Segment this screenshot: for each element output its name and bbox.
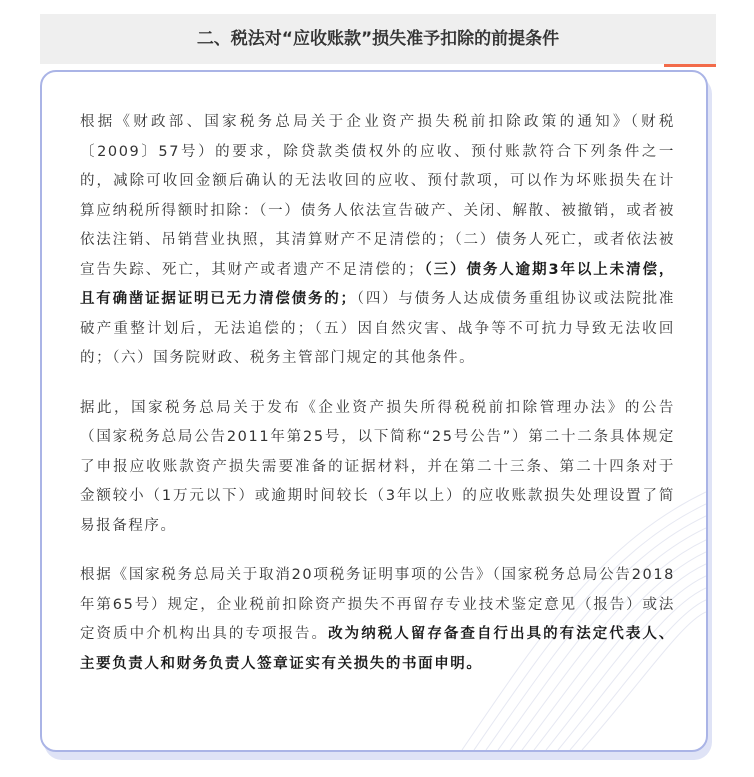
content-card — [40, 70, 708, 752]
paragraph-3 — [80, 561, 675, 679]
paragraph-1-text: 根据《财政部、国家税务总局关于企业资产损失税前扣除政策的通知》（财税〔2009〕57号）的要求，除贷款类债权外的应收、预付账款符合下列条件之一的，减除可收回金额后确认的无法收回的应收、预付款项，可以作为坏账损失在计算应纳税所得额时扣除：（一）债务人依法宣告破产、关闭、解散、被撤销，或者被依法注销、吊销营业执照，其清算财产不足清偿的；（二）债务人死亡，或者依法被宣告失踪、死亡，其财产或者遗产不足清偿的； — [80, 114, 675, 278]
paragraph-2 — [80, 394, 675, 542]
section-header — [40, 14, 716, 64]
paragraph-1 — [80, 108, 675, 374]
paragraph-1-bold: （三）债务人逾期3年以上未清偿，且有确凿证据证明已无力清偿债务的； — [80, 261, 675, 307]
header-accent-bar — [664, 64, 716, 67]
paragraph-3-bold: 改为纳税人留存备查自行出具的有法定代表人、主要负责人和财务负责人签章证实有关损失的书面申明。 — [80, 626, 676, 672]
section-title: 二、税法对“应收账款”损失准予扣除的前提条件 — [196, 29, 560, 49]
paragraph-3-text: 根据《国家税务总局关于取消20项税务证明事项的公告》（国家税务总局公告2018年第65号）规定，企业税前扣除资产损失不再留存专业技术鉴定意见（报告）或法定资质中介机构出具的专项报告。 — [80, 567, 675, 642]
paragraph-2-text: 据此，国家税务总局关于发布《企业资产损失所得税税前扣除管理办法》的公告（国家税务总局公告2011年第25号，以下简称“25号公告”）第二十二条具体规定了申报应收账款资产损失需要准备的证据材料，并在第二十三条、第二十四条对于金额较小（1万元以下）或逾期时间较长（3年以上）的应收账款损失处理设置了简易报备程序。 — [80, 399, 675, 534]
article-body — [80, 108, 675, 699]
paragraph-1-tail: （四）与债务人达成债务重组协议或法院批准破产重整计划后，无法追偿的；（五）因自然灾害、战争等不可抗力导致无法收回的；（六）国务院财政、税务主管部门规定的其他条件。 — [80, 291, 675, 366]
